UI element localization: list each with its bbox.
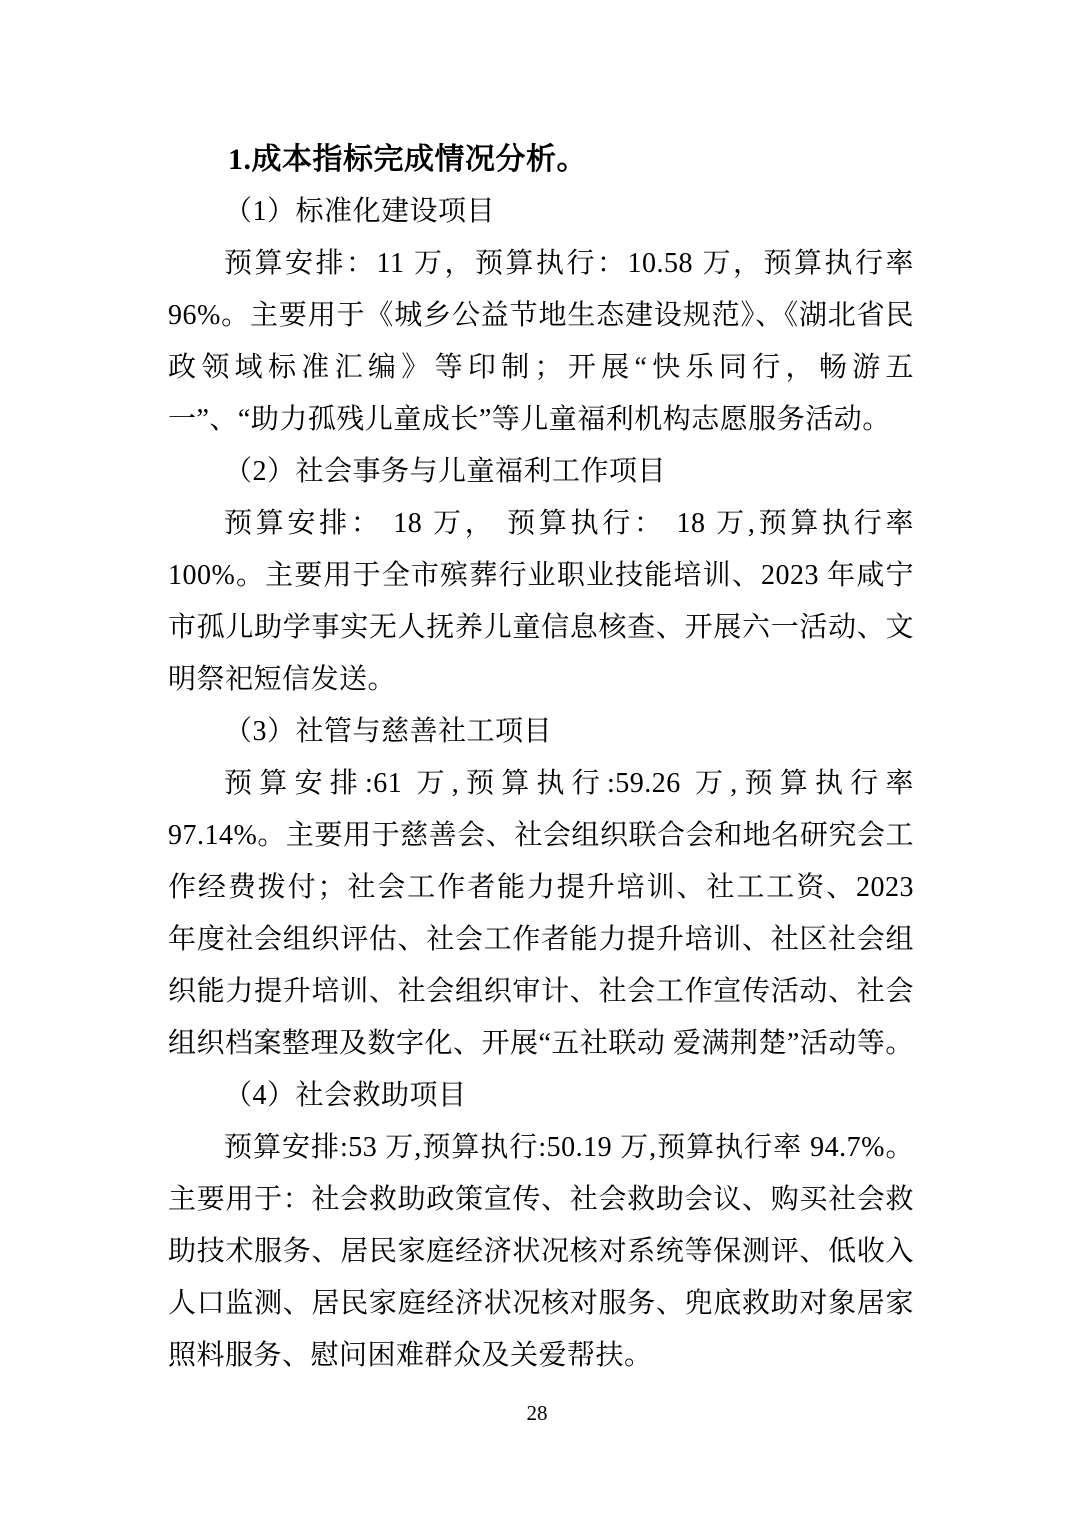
page-number: 28 (526, 1401, 548, 1425)
document-body (168, 134, 914, 1382)
project-3-title: （3）社管与慈善社工项目 (224, 716, 553, 747)
project-2-title: （2）社会事务与儿童福利工作项目 (224, 456, 667, 487)
project-4-title: （4）社会救助项目 (224, 1080, 467, 1111)
project-4-body: 预算安排:53 万,预算执行:50.19 万,预算执行率 94.7%。主要用于：社会救助政策宣传、社会救助会议、购买社会救助技术服务、居民家庭经济状况核对系统等保测评、低收入人口监测、居民家庭经济状况核对服务、兜底救助对象居家照料服务、慰问困难群众及关爱帮扶。 (168, 1132, 914, 1371)
project-1-title: （1）标准化建设项目 (224, 196, 496, 227)
project-2-body: 预算安排： 18 万， 预算执行： 18 万,预算执行率 100%。主要用于全市殡葬行业职业技能培训、2023 年咸宁市孤儿助学事实无人抚养儿童信息核查、开展六一活动、文明祭祀短信发送。 (168, 508, 914, 695)
project-1-body: 预算安排：11 万，预算执行：10.58 万，预算执行率 96%。主要用于《城乡公益节地生态建设规范》、《湖北省民政领域标准汇编》等印制；开展“快乐同行，畅游五一”、“助力孤残儿童成长”等儿童福利机构志愿服务活动。 (168, 248, 914, 435)
project-3-body: 预算安排:61 万,预算执行:59.26 万,预算执行率 97.14%。主要用于慈善会、社会组织联合会和地名研究会工作经费拨付；社会工作者能力提升培训、社工工资、2023 年度社会组织评估、社会工作者能力提升培训、社区社会组织能力提升培训、社会组织审计、社会工作宣传活动、社会组织档案整理及数字化、开展“五社联动 爱满荆楚”活动等。 (168, 768, 914, 1059)
section-heading: 1.成本指标完成情况分析。 (228, 143, 587, 176)
